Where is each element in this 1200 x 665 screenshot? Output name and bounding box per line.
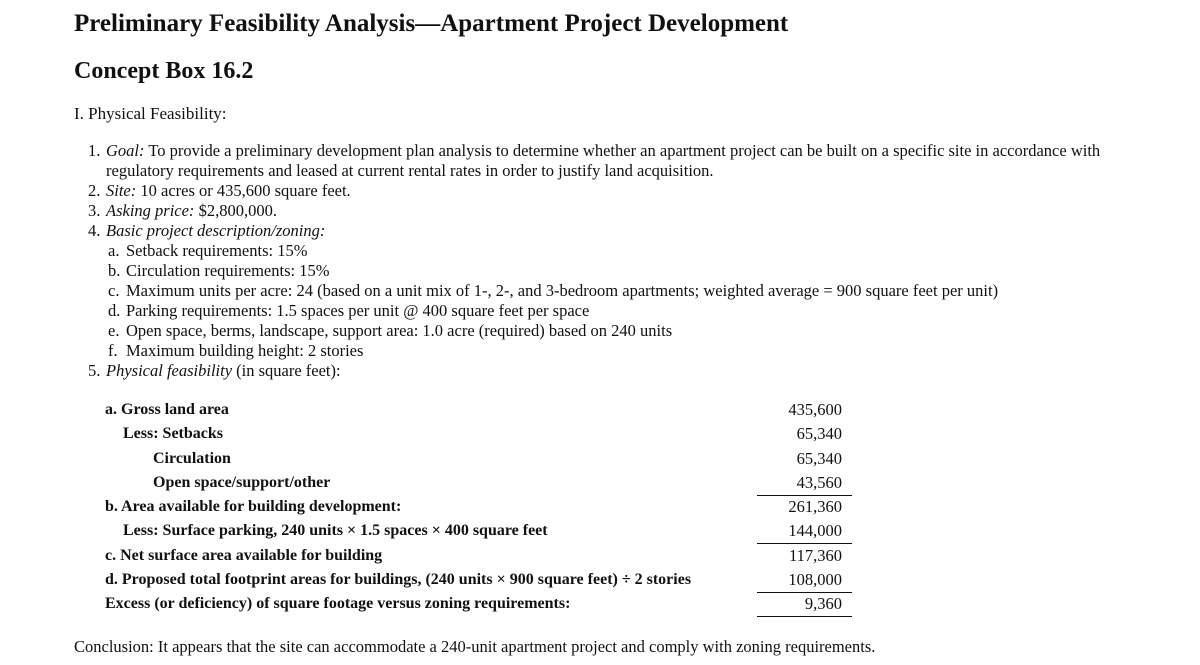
item-number: 4.: [88, 221, 101, 240]
item-text: 10 acres or 435,600 square feet.: [136, 181, 351, 200]
item-label: Goal:: [106, 141, 145, 160]
item-label: Physical feasibility: [106, 361, 233, 380]
item-label: Basic project description/zoning:: [106, 221, 326, 240]
sub-item: [88, 281, 1148, 301]
table-row: [105, 422, 855, 446]
sub-item-letter: b.: [108, 261, 121, 280]
row-value: 65,340: [796, 448, 842, 468]
row-label: a. Gross land area: [105, 401, 229, 418]
item-number: 5.: [88, 361, 101, 380]
row-value: 435,600: [788, 400, 842, 419]
conclusion-text: Conclusion: It appears that the site can accommodate a 240-unit apartment project and comply with zoning requirements.: [74, 637, 876, 656]
list-item: [88, 221, 1148, 241]
list-item: [88, 201, 1148, 221]
sub-item-text: Setback requirements: 15%: [126, 241, 308, 260]
sub-item: [88, 321, 1148, 341]
row-value: 9,360: [804, 594, 842, 614]
row-value: 117,360: [788, 545, 842, 565]
list-item: [88, 141, 1148, 181]
row-value: 144,000: [788, 521, 842, 541]
sub-item: [88, 261, 1148, 281]
sub-item-text: Maximum units per acre: 24 (based on a unit mix of 1-, 2-, and 3-bedroom apartments; weighted average = 900 square feet per unit): [126, 281, 999, 300]
item-number: 3.: [88, 201, 101, 220]
row-label: Less: Setbacks: [123, 425, 224, 443]
item-label: Asking price:: [106, 201, 195, 220]
row-label: c. Net surface area available for building: [105, 546, 383, 564]
sub-item: [88, 301, 1148, 321]
sub-item: [88, 341, 1148, 361]
sub-item-text: Circulation requirements: 15%: [126, 261, 330, 280]
sub-item-text: Maximum building height: 2 stories: [126, 341, 364, 360]
feasibility-table: [105, 398, 855, 617]
table-row: [105, 544, 855, 568]
item-number: 1.: [88, 141, 101, 160]
section-heading: I. Physical Feasibility:: [74, 104, 227, 123]
row-value: 43,560: [796, 472, 842, 492]
row-label: d. Proposed total footprint areas for buildings, (240 units × 900 square feet) ÷ 2 stories: [105, 571, 692, 589]
table-row: [105, 495, 855, 519]
item-text: $2,800,000.: [194, 201, 277, 220]
sub-item-letter: a.: [108, 241, 120, 260]
row-value: 108,000: [788, 570, 842, 590]
row-label: Excess (or deficiency) of square footage versus zoning requirements:: [105, 595, 571, 613]
table-row: [105, 592, 855, 616]
concept-box-heading: Concept Box 16.2: [74, 58, 254, 84]
item-text: (in square feet):: [232, 361, 341, 380]
table-row: [105, 471, 855, 495]
list-item: [88, 181, 1148, 201]
sub-item-letter: c.: [108, 281, 120, 300]
sub-item-letter: d.: [108, 301, 121, 320]
item-text: To provide a preliminary development plan analysis to determine whether an apartment project can be built on a specific site in accordance with regulatory requirements and leased at current rental rates in order to justify land acquisition.: [106, 141, 1101, 180]
row-label: Open space/support/other: [153, 473, 331, 491]
sub-item-letter: f.: [108, 341, 118, 360]
item-label: Site:: [106, 181, 137, 200]
row-value: 261,360: [788, 497, 842, 517]
row-value: 65,340: [796, 424, 842, 444]
sub-item-letter: e.: [108, 321, 120, 340]
list-item: [88, 361, 1148, 381]
row-label: Less: Surface parking, 240 units × 1.5 spaces × 400 square feet: [123, 522, 548, 540]
sub-item-text: Open space, berms, landscape, support area: 1.0 acre (required) based on 240 units: [126, 321, 673, 340]
sub-item-text: Parking requirements: 1.5 spaces per unit @ 400 square feet per space: [126, 301, 590, 320]
sub-item: [88, 241, 1148, 261]
requirements-list: [88, 141, 1148, 381]
table-row: [105, 519, 855, 543]
table-row: [105, 398, 855, 422]
document-title: Preliminary Feasibility Analysis—Apartment Project Development: [74, 10, 789, 37]
item-number: 2.: [88, 181, 101, 200]
row-label: b. Area available for building development:: [105, 498, 402, 516]
table-row: [105, 447, 855, 471]
row-label: Circulation: [153, 449, 231, 467]
table-row: [105, 568, 855, 592]
